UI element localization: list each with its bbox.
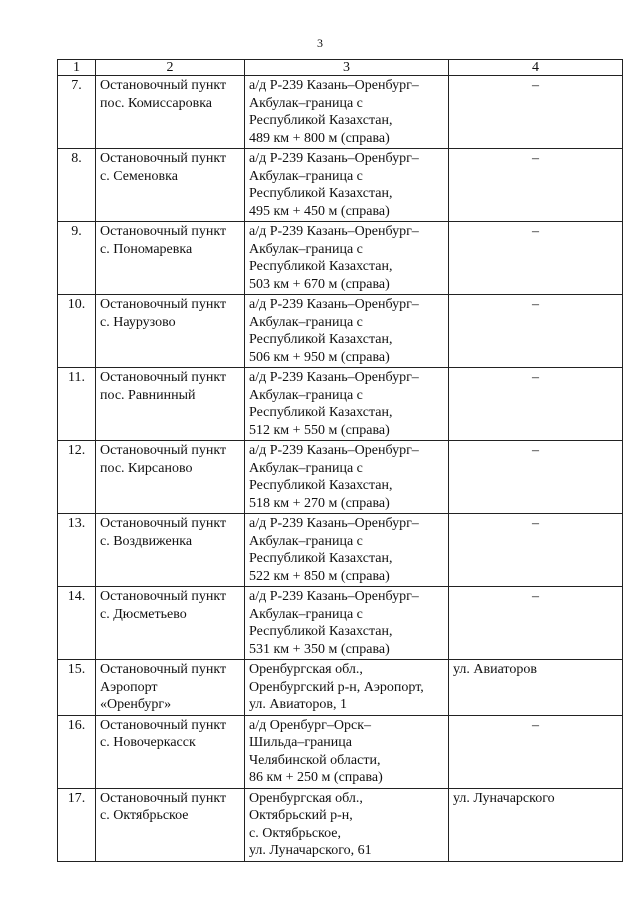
stop-name-line: Остановочный пункт: [100, 443, 227, 458]
stop-location-line: Республикой Казахстан,: [249, 113, 393, 128]
stop-name-cell: [96, 368, 245, 441]
stop-location-line: Акбулак–граница с: [249, 606, 363, 622]
stop-name-cell: [96, 715, 245, 788]
stop-location-line: ул. Луначарского, 61: [249, 843, 372, 858]
stop-location-line: Акбулак–граница с: [249, 95, 363, 111]
stop-location-cell: [245, 76, 449, 149]
stop-name-line: Остановочный пункт: [100, 224, 227, 239]
row-number: 7.: [58, 76, 96, 149]
row-number: 15.: [58, 660, 96, 716]
stop-location-line: Челябинской области,: [249, 752, 381, 768]
page-number: 3: [317, 36, 323, 50]
stop-location-line: Акбулак–граница с: [249, 241, 363, 257]
stop-location-line: а/д Р-239 Казань–Оренбург–: [249, 516, 419, 531]
street-cell: ул. Авиаторов: [449, 660, 623, 716]
stop-location-line: Оренбургский р-н, Аэропорт,: [249, 679, 424, 695]
stop-name-cell: [96, 587, 245, 660]
column-header-1: 1: [58, 60, 96, 76]
stop-name-cell: [96, 222, 245, 295]
stop-location-line: а/д Оренбург–Орск–: [249, 717, 372, 733]
stop-location-line: а/д Р-239 Казань–Оренбург–: [249, 589, 419, 604]
stop-name-cell: [96, 441, 245, 514]
street-cell: –: [449, 295, 623, 368]
stop-name-line: Остановочный пункт: [100, 78, 227, 93]
column-header-2: 2: [96, 60, 245, 76]
table-row: [58, 222, 623, 295]
table-row: [58, 715, 623, 788]
stop-location-line: а/д Р-239 Казань–Оренбург–: [249, 297, 419, 312]
stop-location-line: Акбулак–граница с: [249, 168, 363, 184]
table-row: [58, 587, 623, 660]
stop-location-line: Республикой Казахстан,: [249, 186, 393, 201]
table-row: [58, 149, 623, 222]
stop-name-line: с. Наурузово: [100, 314, 176, 330]
stop-location-cell: [245, 788, 449, 861]
stop-location-line: Акбулак–граница с: [249, 387, 363, 403]
stop-name-line: Остановочный пункт: [100, 516, 227, 531]
stop-location-line: Республикой Казахстан,: [249, 332, 393, 347]
street-cell: –: [449, 715, 623, 788]
table-row: [58, 76, 623, 149]
stop-location-line: 495 км + 450 м (справа): [249, 203, 390, 219]
stop-name-line: с. Новочеркасск: [100, 735, 196, 750]
stop-location-line: ул. Авиаторов, 1: [249, 697, 347, 712]
stop-name-cell: [96, 788, 245, 861]
stop-name-line: Остановочный пункт: [100, 297, 227, 312]
stop-location-cell: [245, 441, 449, 514]
stop-name-line: с. Дюсметьево: [100, 606, 187, 622]
stop-location-line: а/д Р-239 Казань–Оренбург–: [249, 370, 419, 385]
street-cell: –: [449, 76, 623, 149]
stop-name-line: с. Семеновка: [100, 168, 178, 184]
stop-name-cell: [96, 514, 245, 587]
row-number: 13.: [58, 514, 96, 587]
stop-location-cell: [245, 368, 449, 441]
stop-location-line: 489 км + 800 м (справа): [249, 130, 390, 146]
row-number: 12.: [58, 441, 96, 514]
row-number: 8.: [58, 149, 96, 222]
stop-location-line: Республикой Казахстан,: [249, 259, 393, 274]
stop-location-line: а/д Р-239 Казань–Оренбург–: [249, 224, 419, 239]
stop-name-line: Остановочный пункт: [100, 662, 227, 677]
stop-location-cell: [245, 587, 449, 660]
stop-name-line: Остановочный пункт: [100, 717, 227, 733]
stop-location-line: Октябрьский р-н,: [249, 808, 353, 823]
stop-name-line: Остановочный пункт: [100, 589, 227, 604]
stop-name-line: пос. Равнинный: [100, 387, 196, 403]
stop-location-line: а/д Р-239 Казань–Оренбург–: [249, 151, 419, 166]
table-body: [58, 76, 623, 862]
table-row: [58, 441, 623, 514]
stop-name-line: Остановочный пункт: [100, 790, 227, 806]
stop-name-line: Остановочный пункт: [100, 151, 227, 166]
street-cell: ул. Луначарского: [449, 788, 623, 861]
row-number: 14.: [58, 587, 96, 660]
stop-location-line: Республикой Казахстан,: [249, 551, 393, 566]
stop-location-line: Оренбургская обл.,: [249, 662, 363, 677]
stop-location-cell: [245, 295, 449, 368]
stop-location-cell: [245, 660, 449, 716]
stop-location-line: а/д Р-239 Казань–Оренбург–: [249, 443, 419, 458]
stops-table: [57, 59, 623, 862]
column-header-3: 3: [245, 60, 449, 76]
row-number: 11.: [58, 368, 96, 441]
stop-location-cell: [245, 715, 449, 788]
stop-name-cell: [96, 76, 245, 149]
table-row: [58, 660, 623, 716]
stop-name-line: «Оренбург»: [100, 697, 172, 712]
stop-name-cell: [96, 149, 245, 222]
stop-name-cell: [96, 295, 245, 368]
row-number: 16.: [58, 715, 96, 788]
stop-location-line: Оренбургская обл.,: [249, 790, 363, 806]
stop-location-cell: [245, 222, 449, 295]
street-cell: –: [449, 441, 623, 514]
table-header-row: [58, 60, 623, 76]
row-number: 17.: [58, 788, 96, 861]
street-cell: –: [449, 222, 623, 295]
stop-location-line: 506 км + 950 м (справа): [249, 349, 390, 365]
street-cell: –: [449, 149, 623, 222]
stop-name-line: пос. Кирсаново: [100, 460, 193, 476]
table-row: [58, 514, 623, 587]
stop-location-line: 503 км + 670 м (справа): [249, 276, 390, 292]
stop-location-line: Республикой Казахстан,: [249, 624, 393, 639]
stop-location-line: 86 км + 250 м (справа): [249, 770, 383, 785]
stop-name-line: Остановочный пункт: [100, 370, 227, 385]
street-cell: –: [449, 368, 623, 441]
column-header-4: 4: [449, 60, 623, 76]
row-number: 10.: [58, 295, 96, 368]
table-row: [58, 368, 623, 441]
row-number: 9.: [58, 222, 96, 295]
stop-location-line: Республикой Казахстан,: [249, 405, 393, 420]
stop-location-line: Акбулак–граница с: [249, 533, 363, 549]
stop-location-line: Шильда–граница: [249, 735, 352, 750]
stop-location-line: Республикой Казахстан,: [249, 478, 393, 493]
stop-name-line: с. Пономаревка: [100, 241, 193, 257]
table-row: [58, 788, 623, 861]
stop-name-line: с. Октябрьское: [100, 808, 189, 823]
stop-location-cell: [245, 514, 449, 587]
stop-location-line: 518 км + 270 м (справа): [249, 495, 390, 511]
street-cell: –: [449, 587, 623, 660]
stop-location-line: с. Октябрьское,: [249, 825, 342, 841]
stop-name-line: Аэропорт: [100, 679, 158, 695]
stop-location-line: Акбулак–граница с: [249, 314, 363, 330]
stop-location-line: Акбулак–граница с: [249, 460, 363, 476]
stop-name-cell: [96, 660, 245, 716]
street-cell: –: [449, 514, 623, 587]
stop-location-line: 522 км + 850 м (справа): [249, 568, 390, 584]
stop-location-line: а/д Р-239 Казань–Оренбург–: [249, 78, 419, 93]
stop-location-line: 512 км + 550 м (справа): [249, 422, 390, 438]
table-row: [58, 295, 623, 368]
stop-name-line: с. Воздвиженка: [100, 533, 193, 549]
stop-name-line: пос. Комиссаровка: [100, 95, 213, 111]
stop-location-line: 531 км + 350 м (справа): [249, 641, 390, 657]
stop-location-cell: [245, 149, 449, 222]
